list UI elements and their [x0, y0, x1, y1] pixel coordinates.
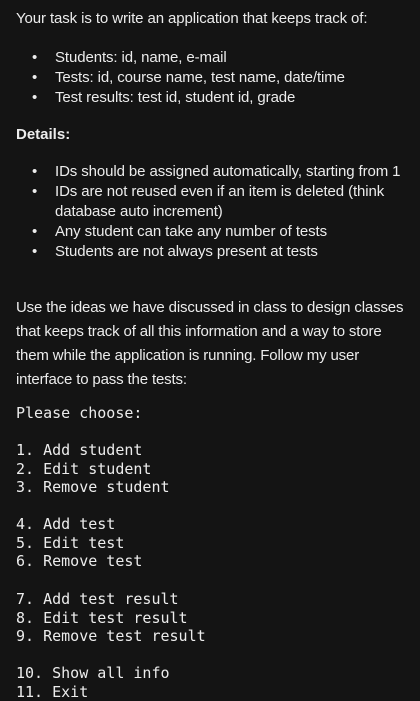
- list-item-text: Students: id, name, e-mail: [55, 49, 227, 66]
- list-item-text: Tests: id, course name, test name, date/time: [55, 69, 345, 86]
- bullet-icon: •: [32, 69, 38, 86]
- bullet-icon: •: [32, 243, 38, 260]
- menu-option: 6. Remove test: [16, 552, 143, 571]
- menu-option: 5. Edit test: [16, 533, 125, 552]
- menu-option: 4. Add test: [16, 515, 116, 533]
- menu-group-tests: [16, 515, 142, 571]
- menu-option: 11. Exit: [16, 682, 89, 701]
- list-item: [30, 222, 410, 242]
- details-heading: Details:: [16, 126, 71, 143]
- details-list: [30, 162, 410, 262]
- list-item: [30, 88, 410, 108]
- menu-group-other: [16, 664, 170, 701]
- list-item: [30, 182, 410, 222]
- list-item-text: Test results: test id, student id, grade: [55, 89, 296, 106]
- bullet-icon: •: [32, 223, 38, 240]
- list-item-text: Students are not always present at tests: [55, 243, 318, 260]
- menu-option: 9. Remove test result: [16, 627, 206, 646]
- list-item-text: IDs are not reused even if an item is deleted (think database auto increment): [55, 183, 385, 220]
- menu-option: 2. Edit student: [16, 459, 152, 478]
- menu-prompt: Please choose:: [16, 404, 143, 422]
- bullet-icon: •: [32, 163, 38, 180]
- bullet-icon: •: [32, 183, 38, 200]
- list-item: [30, 242, 410, 262]
- menu-option: 3. Remove student: [16, 478, 170, 497]
- list-item: [30, 48, 410, 68]
- bullet-icon: •: [32, 49, 38, 66]
- tracked-items-list: [30, 48, 410, 108]
- menu-option: 8. Edit test result: [16, 608, 188, 627]
- list-item-text: IDs should be assigned automatically, starting from 1: [55, 163, 401, 180]
- bullet-icon: •: [32, 89, 38, 106]
- list-item-text: Any student can take any number of tests: [55, 223, 327, 240]
- menu-option: 7. Add test result: [16, 590, 179, 608]
- menu-option: 1. Add student: [16, 441, 143, 459]
- menu-option: 10. Show all info: [16, 664, 170, 682]
- menu-group-students: [16, 441, 170, 497]
- instructions-paragraph: Use the ideas we have discussed in class to design classes that keeps track of all this information and a way to store them while the application is running. Follow my user interface to pass the tests:: [16, 299, 404, 388]
- list-item: [30, 162, 410, 182]
- menu-group-test-results: [16, 590, 206, 646]
- list-item: [30, 68, 410, 88]
- intro-text: Your task is to write an application that keeps track of:: [16, 10, 368, 27]
